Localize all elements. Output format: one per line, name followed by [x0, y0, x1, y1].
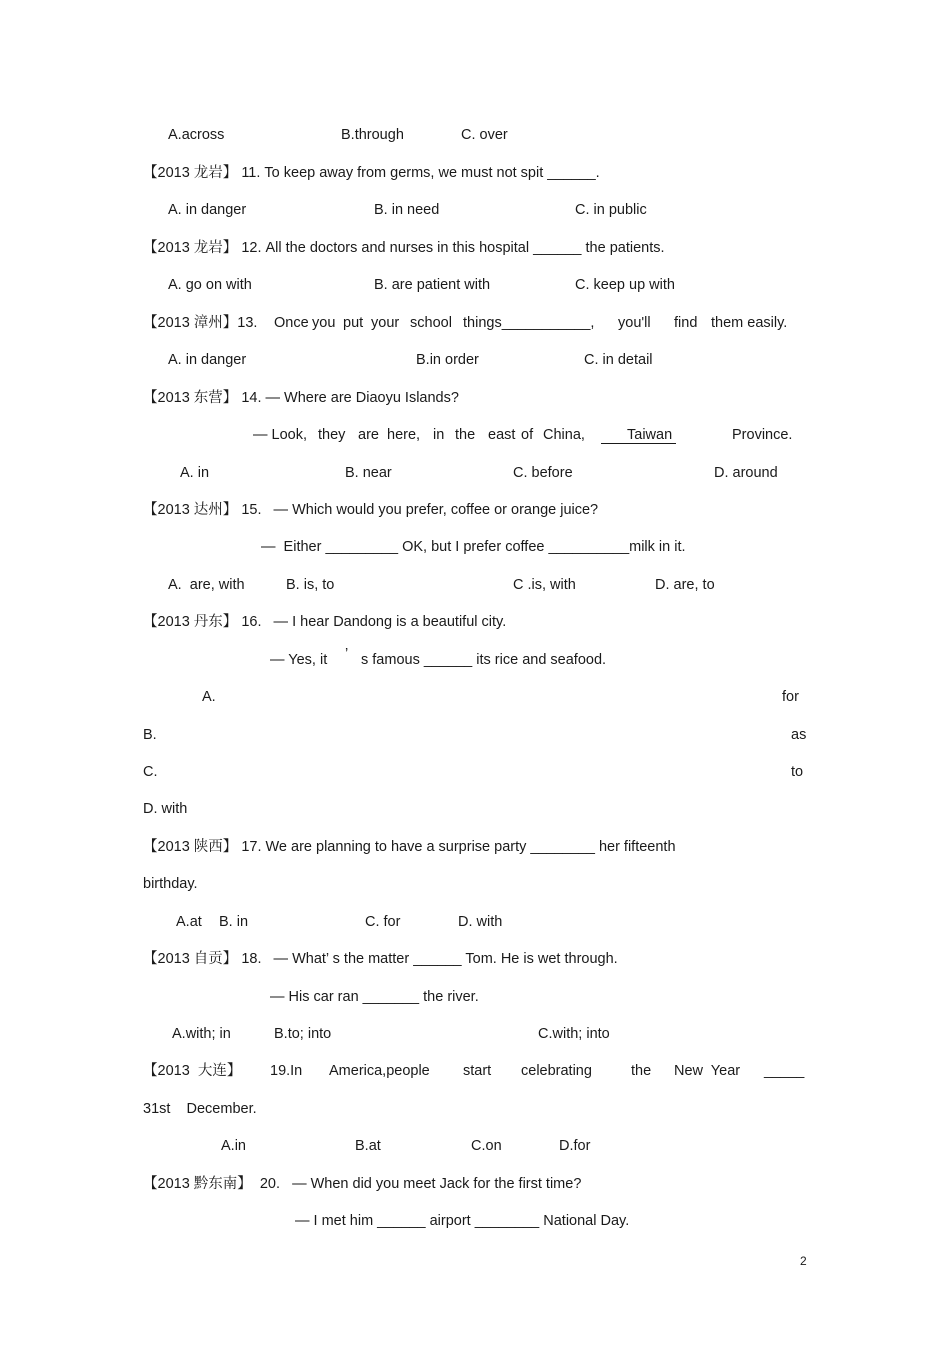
option-c: C.on [471, 1138, 502, 1154]
question-14-word: — Look, [253, 427, 307, 443]
question-19-word: celebrating [521, 1063, 592, 1079]
question-19-word: the [631, 1063, 652, 1079]
question-14-word: China, [543, 427, 585, 443]
question-13-word: find [674, 315, 698, 331]
question-13-word: them easily. [711, 315, 788, 331]
option-c: C. in detail [584, 352, 653, 368]
option-c-text: to [791, 764, 804, 780]
option-a: A.across [168, 127, 225, 143]
question-14-word: here, [387, 427, 421, 443]
question-14-word: the [455, 427, 476, 443]
question-14-word: in [433, 427, 445, 443]
option-a: A.at [176, 914, 202, 930]
option-c: C. [143, 764, 158, 780]
option-b: B. is, to [286, 577, 335, 593]
option-a: A. go on with [168, 277, 252, 293]
option-d: D. around [714, 465, 778, 481]
question-13-word: Once [274, 315, 309, 331]
question-13-word: put [343, 315, 364, 331]
question-13-word: you [312, 315, 336, 331]
question-19-word: New Year [674, 1063, 741, 1079]
option-b: B. in need [374, 202, 440, 218]
question-12: 【2013 龙岩】 12. All the doctors and nurses in this hospital ______ the patients. [143, 240, 665, 256]
question-14-word: Province. [732, 427, 793, 443]
option-d: D. with [143, 801, 188, 817]
option-b: B.through [341, 127, 404, 143]
option-a: A.in [221, 1138, 246, 1154]
option-a: A. in danger [168, 352, 247, 368]
option-b-text: as [791, 727, 807, 743]
question-16-reply: s famous ______ its rice and seafood. [361, 652, 607, 668]
question-15: 【2013 达州】 15. — Which would you prefer, coffee or orange juice? [143, 502, 599, 518]
question-18-reply: — His car ran _______ the river. [270, 989, 479, 1005]
page-number: 2 [800, 1254, 807, 1268]
question-19-word: 19.In [270, 1063, 303, 1079]
question-14-word: they [318, 427, 346, 443]
option-c: C. for [365, 914, 401, 930]
option-b: B.at [355, 1138, 381, 1154]
option-c: C .is, with [513, 577, 576, 593]
question-19-word: America,people [329, 1063, 430, 1079]
option-c: C. over [461, 127, 508, 143]
option-b: B.in order [416, 352, 479, 368]
question-13-word: your [371, 315, 400, 331]
option-b: B. [143, 727, 157, 743]
question-14-word: east [488, 427, 516, 443]
question-19-word: start [463, 1063, 492, 1079]
question-17-cont: birthday. [143, 876, 198, 892]
option-b: B. are patient with [374, 277, 491, 293]
question-19-blank: _____ [764, 1063, 805, 1079]
option-c: C.with; into [538, 1026, 610, 1042]
question-17: 【2013 陕西】 17. We are planning to have a surprise party ________ her fifteenth [143, 839, 676, 855]
question-16-reply: — Yes, it [270, 652, 328, 668]
option-c: C. in public [575, 202, 647, 218]
question-20-reply: — I met him ______ airport ________ National Day. [295, 1213, 630, 1229]
question-13-source: 【2013 漳州】13. [143, 315, 258, 331]
question-16-reply: ’ [345, 646, 349, 662]
question-16: 【2013 丹东】 16. — I hear Dandong is a beautiful city. [143, 614, 507, 630]
question-11: 【2013 龙岩】 11. To keep away from germs, we must not spit ______. [143, 165, 600, 181]
question-18: 【2013 自贡】 18. — What’ s the matter ______ Tom. He is wet through. [143, 951, 618, 967]
option-a: A. [202, 689, 216, 705]
option-d: D. are, to [655, 577, 715, 593]
question-14-word: of [521, 427, 534, 443]
option-d: D.for [559, 1138, 591, 1154]
question-14-answer: Taiwan [601, 426, 676, 444]
option-d: D. with [458, 914, 503, 930]
option-a: A. are, with [168, 577, 245, 593]
question-19-cont: 31st December. [143, 1101, 257, 1117]
question-19-source: 【2013 大连】 [143, 1063, 242, 1079]
option-b: B.to; into [274, 1026, 332, 1042]
option-b: B. in [219, 914, 249, 930]
option-a: A. in danger [168, 202, 247, 218]
question-14-word: are [358, 427, 379, 443]
option-b: B. near [345, 465, 392, 481]
question-20: 【2013 黔东南】 20. — When did you meet Jack for the first time? [143, 1176, 582, 1192]
question-15-reply: — Either _________ OK, but I prefer coffee __________milk in it. [261, 539, 686, 555]
question-13-word: you'll [618, 315, 651, 331]
option-c: C. keep up with [575, 277, 675, 293]
option-c: C. before [513, 465, 573, 481]
option-a: A. in [180, 465, 210, 481]
option-a-text: for [782, 689, 799, 705]
question-14: 【2013 东营】 14. — Where are Diaoyu Islands? [143, 390, 459, 406]
question-13-word: things___________, [463, 315, 595, 331]
question-13-word: school [410, 315, 452, 331]
option-a: A.with; in [172, 1026, 231, 1042]
